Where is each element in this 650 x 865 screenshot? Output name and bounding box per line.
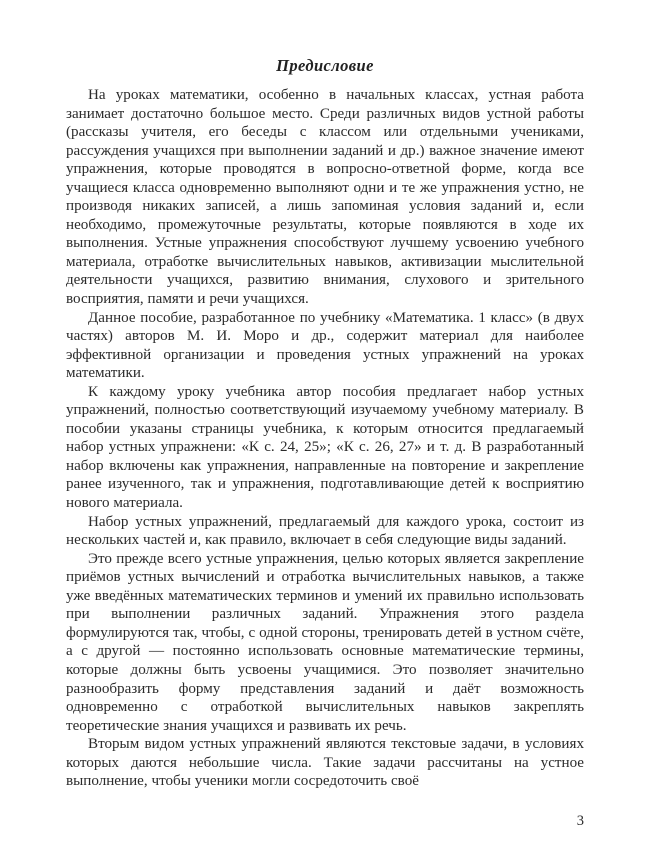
page-number: 3 <box>576 813 584 829</box>
paragraph: Набор устных упражнений, предлагаемый для каждого урока, состоит из нескольких частей и, как правило, включает в себя следующие виды заданий. <box>66 513 584 549</box>
paragraph: К каждому уроку учебника автор пособия предлагает набор устных упражнений, полностью соответствующий изучаемому учебному материалу. В пособии указаны страницы учебника, к которым относится предлагаемый набор устных упражнени: «К с. 24, 25»; «К с. 26, 27» и т. д. В разработанный набор включены как упражнения, направленные на повторение и закрепление ранее изученного, так и упражнения, подготавливающие детей к восприятию нового материала. <box>66 383 584 512</box>
page-title: Предисловие <box>276 56 374 75</box>
paragraph: Вторым видом устных упражнений являются текстовые задачи, в условиях которых даются небольшие числа. Такие задачи рассчитаны на устное выполнение, чтобы ученики могли сосредоточить своё <box>66 736 584 790</box>
paragraph: Это прежде всего устные упражнения, целью которых является закрепление приёмов устных вычислений и отработка вычислительных навыков, а также уже введённых математических терминов и умений их правильно использовать при выполнении различных заданий. Упражнения этого раздела формулируются так, чтобы, с одной стороны, тренировать детей в устном счёте, а с другой — постоянно использовать основные математические термины, которые должны быть усвоены учащимися. Это позволяет значительно разнообразить форму представления заданий и даёт возможность одновременно с отработкой вычислительных навыков закреплять теоретические знания учащихся и развивать их речь. <box>66 550 584 734</box>
page-content <box>66 56 584 791</box>
paragraph: На уроках математики, особенно в начальных классах, устная работа занимает достаточно большое место. Среди различных видов устной работы (рассказы учителя, его беседы с классом или отдельными учениками, рассуждения учащихся при выполнении заданий и др.) важное значение имеют упражнения, которые проводятся в вопросно-ответной форме, когда все учащиеся класса одновременно выполняют одни и те же упражнения устно, не производя никаких записей, а лишь запоминая условия заданий и, если необходимо, промежуточные результаты, которые появляются в ходе их выполнения. Устные упражнения способствуют лучшему усвоению учебного материала, отработке вычислительных навыков, активизации мыслительной деятельности учащихся, развитию внимания, слухового и зрительного восприятия, памяти и речи учащихся. <box>66 87 584 308</box>
paragraph: Данное пособие, разработанное по учебнику «Математика. 1 класс» (в двух частях) авторов М. И. Моро и др., содержит материал для наиболее эффективной организации и проведения устных упражнений на уроках математики. <box>66 309 584 382</box>
